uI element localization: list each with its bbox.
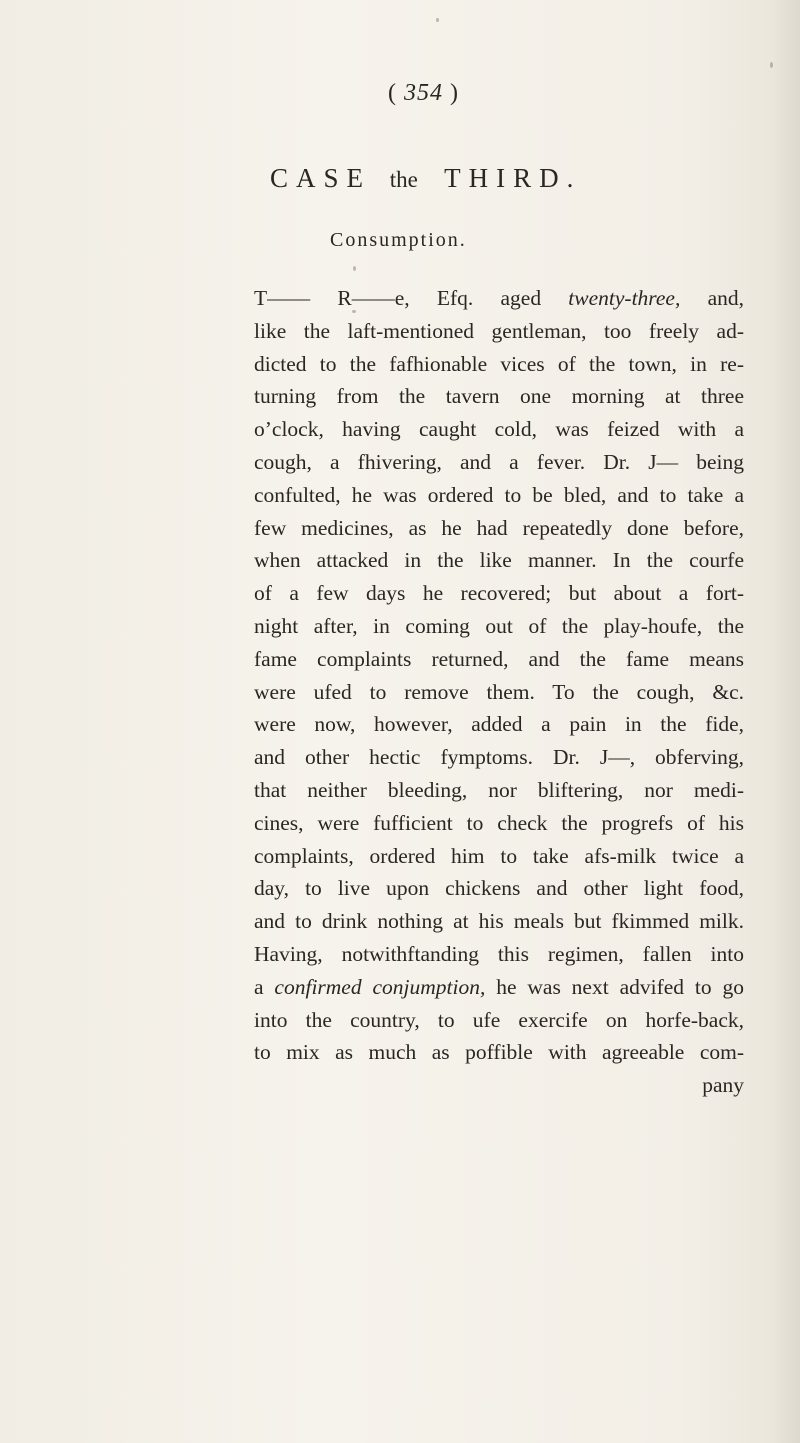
text-line: cough, a fhivering, and a fever. Dr. J— being xyxy=(254,449,744,474)
text-line-segment: he was next advifed to go xyxy=(485,974,744,999)
text-line xyxy=(254,282,744,315)
text-line: o’clock, having caught cold, was feized with a xyxy=(254,417,744,442)
case-word: CASE xyxy=(270,163,372,193)
paper-speck xyxy=(436,18,439,22)
text-line: Having, notwithftanding this regimen, fallen into xyxy=(254,941,744,966)
text-line: turning from the tavern one morning at three xyxy=(254,384,744,409)
case-heading xyxy=(270,163,581,194)
text-line: like the laft-mentioned gentleman, too freely ad- xyxy=(254,318,744,343)
text-line: day, to live upon chickens and other light food, xyxy=(254,876,744,901)
text-line: cines, were fufficient to check the progrefs of his xyxy=(254,810,744,835)
section-title: Consumption. xyxy=(330,229,467,251)
case-connector: the xyxy=(389,167,418,192)
page-number-open: ( xyxy=(388,80,397,106)
text-line: that neither bleeding, nor bliftering, nor medi- xyxy=(254,777,744,802)
text-line: and to drink nothing at his meals but fkimmed milk. xyxy=(254,909,744,934)
catchword: pany xyxy=(702,1073,744,1098)
text-line xyxy=(254,971,744,1004)
page-number-close: ) xyxy=(450,80,459,106)
paper-speck xyxy=(353,266,356,271)
text-line: fame complaints returned, and the fame means xyxy=(254,646,744,671)
italic-phrase: confirmed conjumption, xyxy=(274,974,486,999)
text-line: dicted to the fafhionable vices of the town, in re- xyxy=(254,351,744,376)
page-edge-shadow xyxy=(772,0,800,1443)
italic-phrase: twenty-three, xyxy=(568,286,681,310)
text-line: when attacked in the like manner. In the courfe xyxy=(254,548,744,573)
text-line: were ufed to remove them. To the cough, &c. xyxy=(254,679,744,704)
text-line: into the country, to ufe exercife on horfe-back, xyxy=(254,1007,744,1032)
text-line: of a few days he recovered; but about a fort- xyxy=(254,581,744,606)
case-ordinal: THIRD. xyxy=(444,163,582,193)
text-line-segment: a xyxy=(254,974,275,999)
text-line: to mix as much as poffible with agreeable com- xyxy=(254,1040,744,1065)
text-line: night after, in coming out of the play-houfe, the xyxy=(254,613,744,638)
text-line: few medicines, as he had repeatedly done before, xyxy=(254,515,744,540)
page-number-value: 354 xyxy=(404,80,443,106)
paper-speck xyxy=(770,62,773,68)
body-text xyxy=(254,282,744,1102)
text-line-segment: and, xyxy=(680,286,744,310)
text-line: were now, however, added a pain in the fide, xyxy=(254,712,744,737)
text-line: and other hectic fymptoms. Dr. J—, obferving, xyxy=(254,745,744,770)
text-line-segment: T—— R——e, Efq. aged xyxy=(254,286,569,310)
text-line: complaints, ordered him to take afs-milk twice a xyxy=(254,843,744,868)
page-number xyxy=(388,80,459,107)
text-line: confulted, he was ordered to be bled, and to take a xyxy=(254,482,744,507)
paper-speck xyxy=(352,310,356,313)
